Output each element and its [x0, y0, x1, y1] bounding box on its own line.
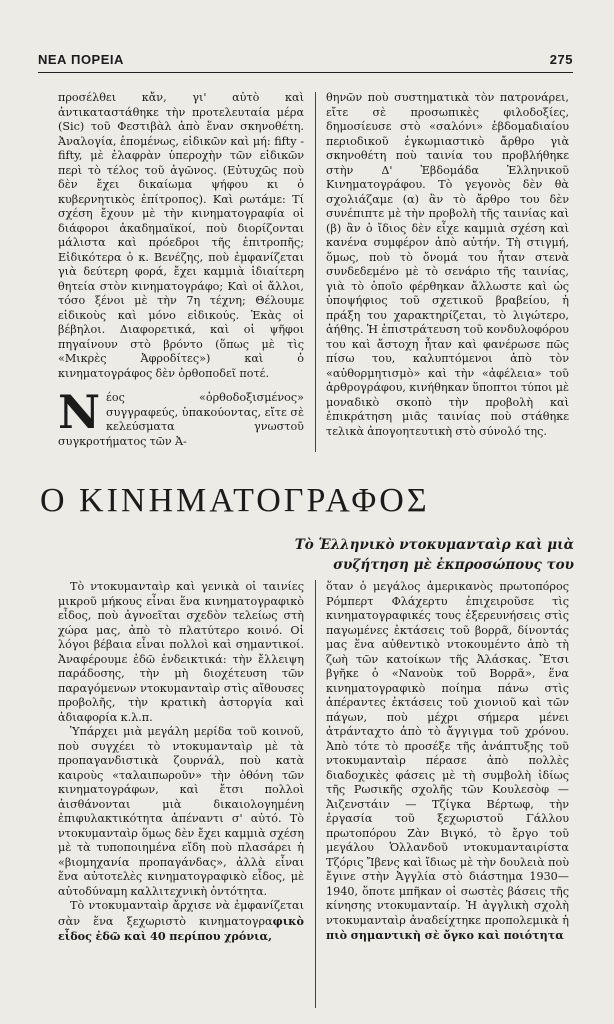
running-header	[38, 52, 573, 67]
paragraph-text: ὅταν ὁ μεγάλος ἀμερικανὸς πρωτοπόρος Ρόμπερτ Φλάχερτυ ἐπιχειροῦσε τὶς κινηματογραφικές τους ἐξερευνήσεις στὶς παγωμένες ἐκτάσεις τοῦ βορρᾶ, δίνοντάς μας ἕνα αὐθεντικὸ ντοκουμέντο ἀπὸ τὴ ζωὴ τῶν κατοίκων τῆς Ἀλάσκας. Ἔτσι βγῆκε ὁ «Νανοὺκ τοῦ Βορρᾶ», ἕνα κινηματογραφικὸ ποίημα πάνω στὶς ἀπέραντες ἐκτάσεις τοῦ χιονιοῦ καὶ τῶν πάγων, ποὺ μέχρι σήμερα μένει ἀτράνταχτο ἀπὸ τὸ ἄγγιγμα τοῦ χρόνου. Ἀπὸ τότε τὸ προσέξε τῆς ἀνάπτυξης τοῦ ντοκυμανταὶρ πέρασε ἀπὸ πολλὲς διαδοχικὲς φάσεις μὲ τὴ συμβολὴ ἰδίως τῆς Ρωσικῆς σχολῆς τῶν Κουλεσὸφ — Ἀιζενστάιν — Τζίγκα Βέρτωφ, τὴν ἐργασία τοῦ ξεχωριστοῦ Γάλλου πρωτοπόρου Ζὰν Βιγκό, τὸ ἔργο τοῦ μεγάλου Ὁλλανδοῦ ντοκυμανταιρίστα Τζόρις Ἴβενς καὶ ἴδιως μὲ τὴν δουλειὰ ποὺ ἔγινε στὴν Ἀγγλία στὸ διάστημα 1930—1940, ὅποτε μπῆκαν οἱ σωστὲς βάσεις τῆς κίνησης ντοκυμανταίρ. Ἡ ἀγγλικὴ σχολὴ ντοκυμανταὶρ ἀναδείχτηκε προπολεμικὰ ἡ	[326, 580, 569, 927]
paragraph: Ὑπάρχει μιὰ μεγάλη μερίδα τοῦ κοινοῦ, ποὺ συγχέει τὸ ντοκυμανταὶρ μὲ τὰ προπαγανδιστικὰ ζουρνάλ, ποὺ κατὰ καιροὺς «ταλαιπωροῦν» τὴν ὀθόνη τῶν κινηματογράφων, καὶ ἔτσι πολλοὶ ἀισθάνονται μιὰ δικαιολογημένη ἐπιφυλακτικότητα ἀπέναντι σ' αὐτό. Τὸ ντοκυμανταὶρ ὅμως δὲν ἔχει καμμιὰ σχέση μὲ τὰ τυποποιημένα εἴδη ποὺ πλασάρει ἡ «βιομηχανία προπαγάνδας», ἀλλὰ εἶναι ἕνα αὐτοτελὲς κινηματογραφικὸ εἶδος, μὲ αὐτοδύναμη καλλιτεχνικὴ ὀντότητα.	[58, 725, 304, 898]
column-divider	[315, 92, 316, 452]
top-right-column	[326, 91, 569, 439]
bottom-right-column	[326, 580, 569, 944]
paragraph-text-bold: φικὸ εἶδος ἐδῶ καὶ 40 περίπου χρόνια,	[58, 913, 304, 943]
drop-cap: Ν	[58, 385, 101, 439]
paragraph	[326, 580, 569, 944]
column-divider	[315, 580, 316, 1008]
article-title: Ο ΚΙΝΗΜΑΤΟΓΡΑΦΟΣ	[40, 482, 430, 519]
article-subtitle: Τὸ Ἑλληνικὸ ντοκυμανταὶρ καὶ μιὰ συζήτηση μὲ ἐκπροσώπους του	[294, 537, 574, 573]
paragraph: Τὸ ντοκυμανταὶρ καὶ γενικὰ οἱ ταινίες μικροῦ μήκους εἶναι ἕνα κινηματογραφικὸ εἶδος, ποὺ ἀγνοεῖται σχεδὸν τελείως στὴ χώρα μας, ἀπὸ τὸ πλατύτερο κοινό. Οἱ λόγοι βέβαια εἶναι πολλοὶ καὶ σημαντικοί. Ἀναφέρουμε ἐδῶ ἐνδεικτικά: τὴν ἔλλειψη παράδοσης, τὴν μὴ διοχέτευση τῶν παραγόμενων ντοκυμανταὶρ στὶς αἴθουσες προβολῆς, τὴν κρατικὴ ἀστοργία καὶ ἀδιαφορία κ.λ.π.	[58, 580, 304, 724]
header-rule	[38, 72, 573, 73]
paragraph	[58, 899, 304, 945]
top-left-column	[58, 91, 304, 449]
paragraph-text: έος «ὀρθοδοξισμένος» συγγραφεύς, ὑπακούοντας, εἴτε σὲ κελεύσματα γνωστοῦ συγκροτήματος τῶν Ἀ-	[58, 391, 304, 448]
paragraph-text-bold: πιὸ σημαντικὴ σὲ ὄγκο καὶ ποιότητα	[326, 928, 564, 942]
paragraph: θηνῶν ποὺ συστηματικὰ τὸν πατρονάρει, εἴτε σὲ προσωπικὲς φιλοδοξίες, δημοσίευσε στὸ «σαλόνι» ἑβδομαδιαίου περιοδικοῦ ἐγκωμιαστικὸ ἄρθρο γιὰ σκηνοθέτη ποὺ ταινία του προβλήθηκε στὴν Δ' Ἑβδομάδα Ἑλληνικοῦ Κινηματογράφου. Τὸ γεγονὸς δὲν θὰ σχολιάζαμε (α) ἂν τὸ ἄρθρο του δὲν συνέπιπτε μὲ τὴν προβολὴ τῆς ταινίας καὶ (β) ἂν ὁ ἴδιος δὲν εἶχε καμμιὰ σχέση καὶ κανένα συμφέρον ἀπὸ αὐτήν. Τὴ στιγμή, ὅμως, ποὺ τὸ ὄνομά του ἦταν στενὰ συνδεδεμένο μὲ τὸ σενάριο τῆς ταινίας, γιὰ τὸ ὁποῖο φέρθηκαν ἄλλωστε καὶ ὡς ὑποψήφιος τοῦ σχετικοῦ βραβείου, ἡ πράξη του χαρακτηρίζεται, τὸ λιγώτερο, ἀήθης. Ἡ ἐπιστράτευση τοῦ κονδυλοφόρου του καὶ ἄστοχη ἦταν καὶ φανέρωσε πῶς πίσω του, καλυπτόμενοι ἀπὸ τὸν «αὐθορμητισμὸ» καὶ τὴν «ἀφέλεια» τοῦ ἀρθρογράφου, κινήθηκαν ὕποπτοι τύποι μὲ μοναδικὸ σκοπὸ τὴν προβολὴ καὶ ἐπικράτηση μιᾶς ταινίας ποὺ στάθηκε τελικὰ ἀπογοητευτικὴ στὸ σύνολό της.	[326, 91, 569, 438]
journal-name: ΝΕΑ ΠΟΡΕΙΑ	[38, 52, 124, 67]
paragraph: προσέλθει κἄν, γι' αὐτὸ καὶ ἀντικαταστάθηκε τὴν προτελευταία μέρα (Sic) τοῦ Φεστιβὰλ ἀπὸ ἕναν σκηνοθέτη. Ἀναλογία, ἑπομένως, εἰδικῶν καὶ μή: fifty - fifty, μὲ ἐλαφρὰν ὑπεροχὴν τῶν εἰδικῶν περὶ τὸ τέλος τοῦ ἀγῶνος. (Εὐτυχῶς ποὺ δὲν ἔχει δικαίωμα ψήφου κι ὁ κυβερνητικὸς ἐπίτροπος). Καὶ ρωτάμε: Τί σχέση ἔχουν μὲ τὴν κινηματογραφία οἱ διάφοροι ἀκαδημαϊκοί, ποὺ διορίζονται μάλιστα καὶ πρόεδροι τῆς ἐπιτροπῆς; Εἰδικότερα ὁ κ. Βενέζης, ποὺ ἐμφανίζεται γιὰ δεύτερη φορά, ἔχει καμμιὰ ἰδιαίτερη θητεία στὸν κινηματογράφο; Καὶ οἱ ἄλλοι, τόσο ξένοι μὲ τὴν 7η τέχνη; Θέλουμε εἰδικοὺς καὶ μόνο εἰδικούς. Ἐκὰς οἱ βέβηλοι. Διαφορετικά, καὶ οἱ ψῆφοι πηγαίνουν στὸ βρόντο (ὅπως μὲ τὶς «Μικρὲς Ἀφροδίτες») καὶ ὁ κινηματογράφος δὲν ὀρθοποδεῖ ποτέ.	[58, 91, 304, 380]
paragraph-text: Τὸ ντοκυμανταὶρ ἄρχισε νὰ ἐμφανίζεται σὰν ἕνα ξεχωριστὸ κινηματογρα	[58, 899, 304, 928]
bottom-left-column	[58, 580, 304, 945]
paragraph	[58, 385, 304, 449]
page-number: 275	[549, 52, 573, 67]
